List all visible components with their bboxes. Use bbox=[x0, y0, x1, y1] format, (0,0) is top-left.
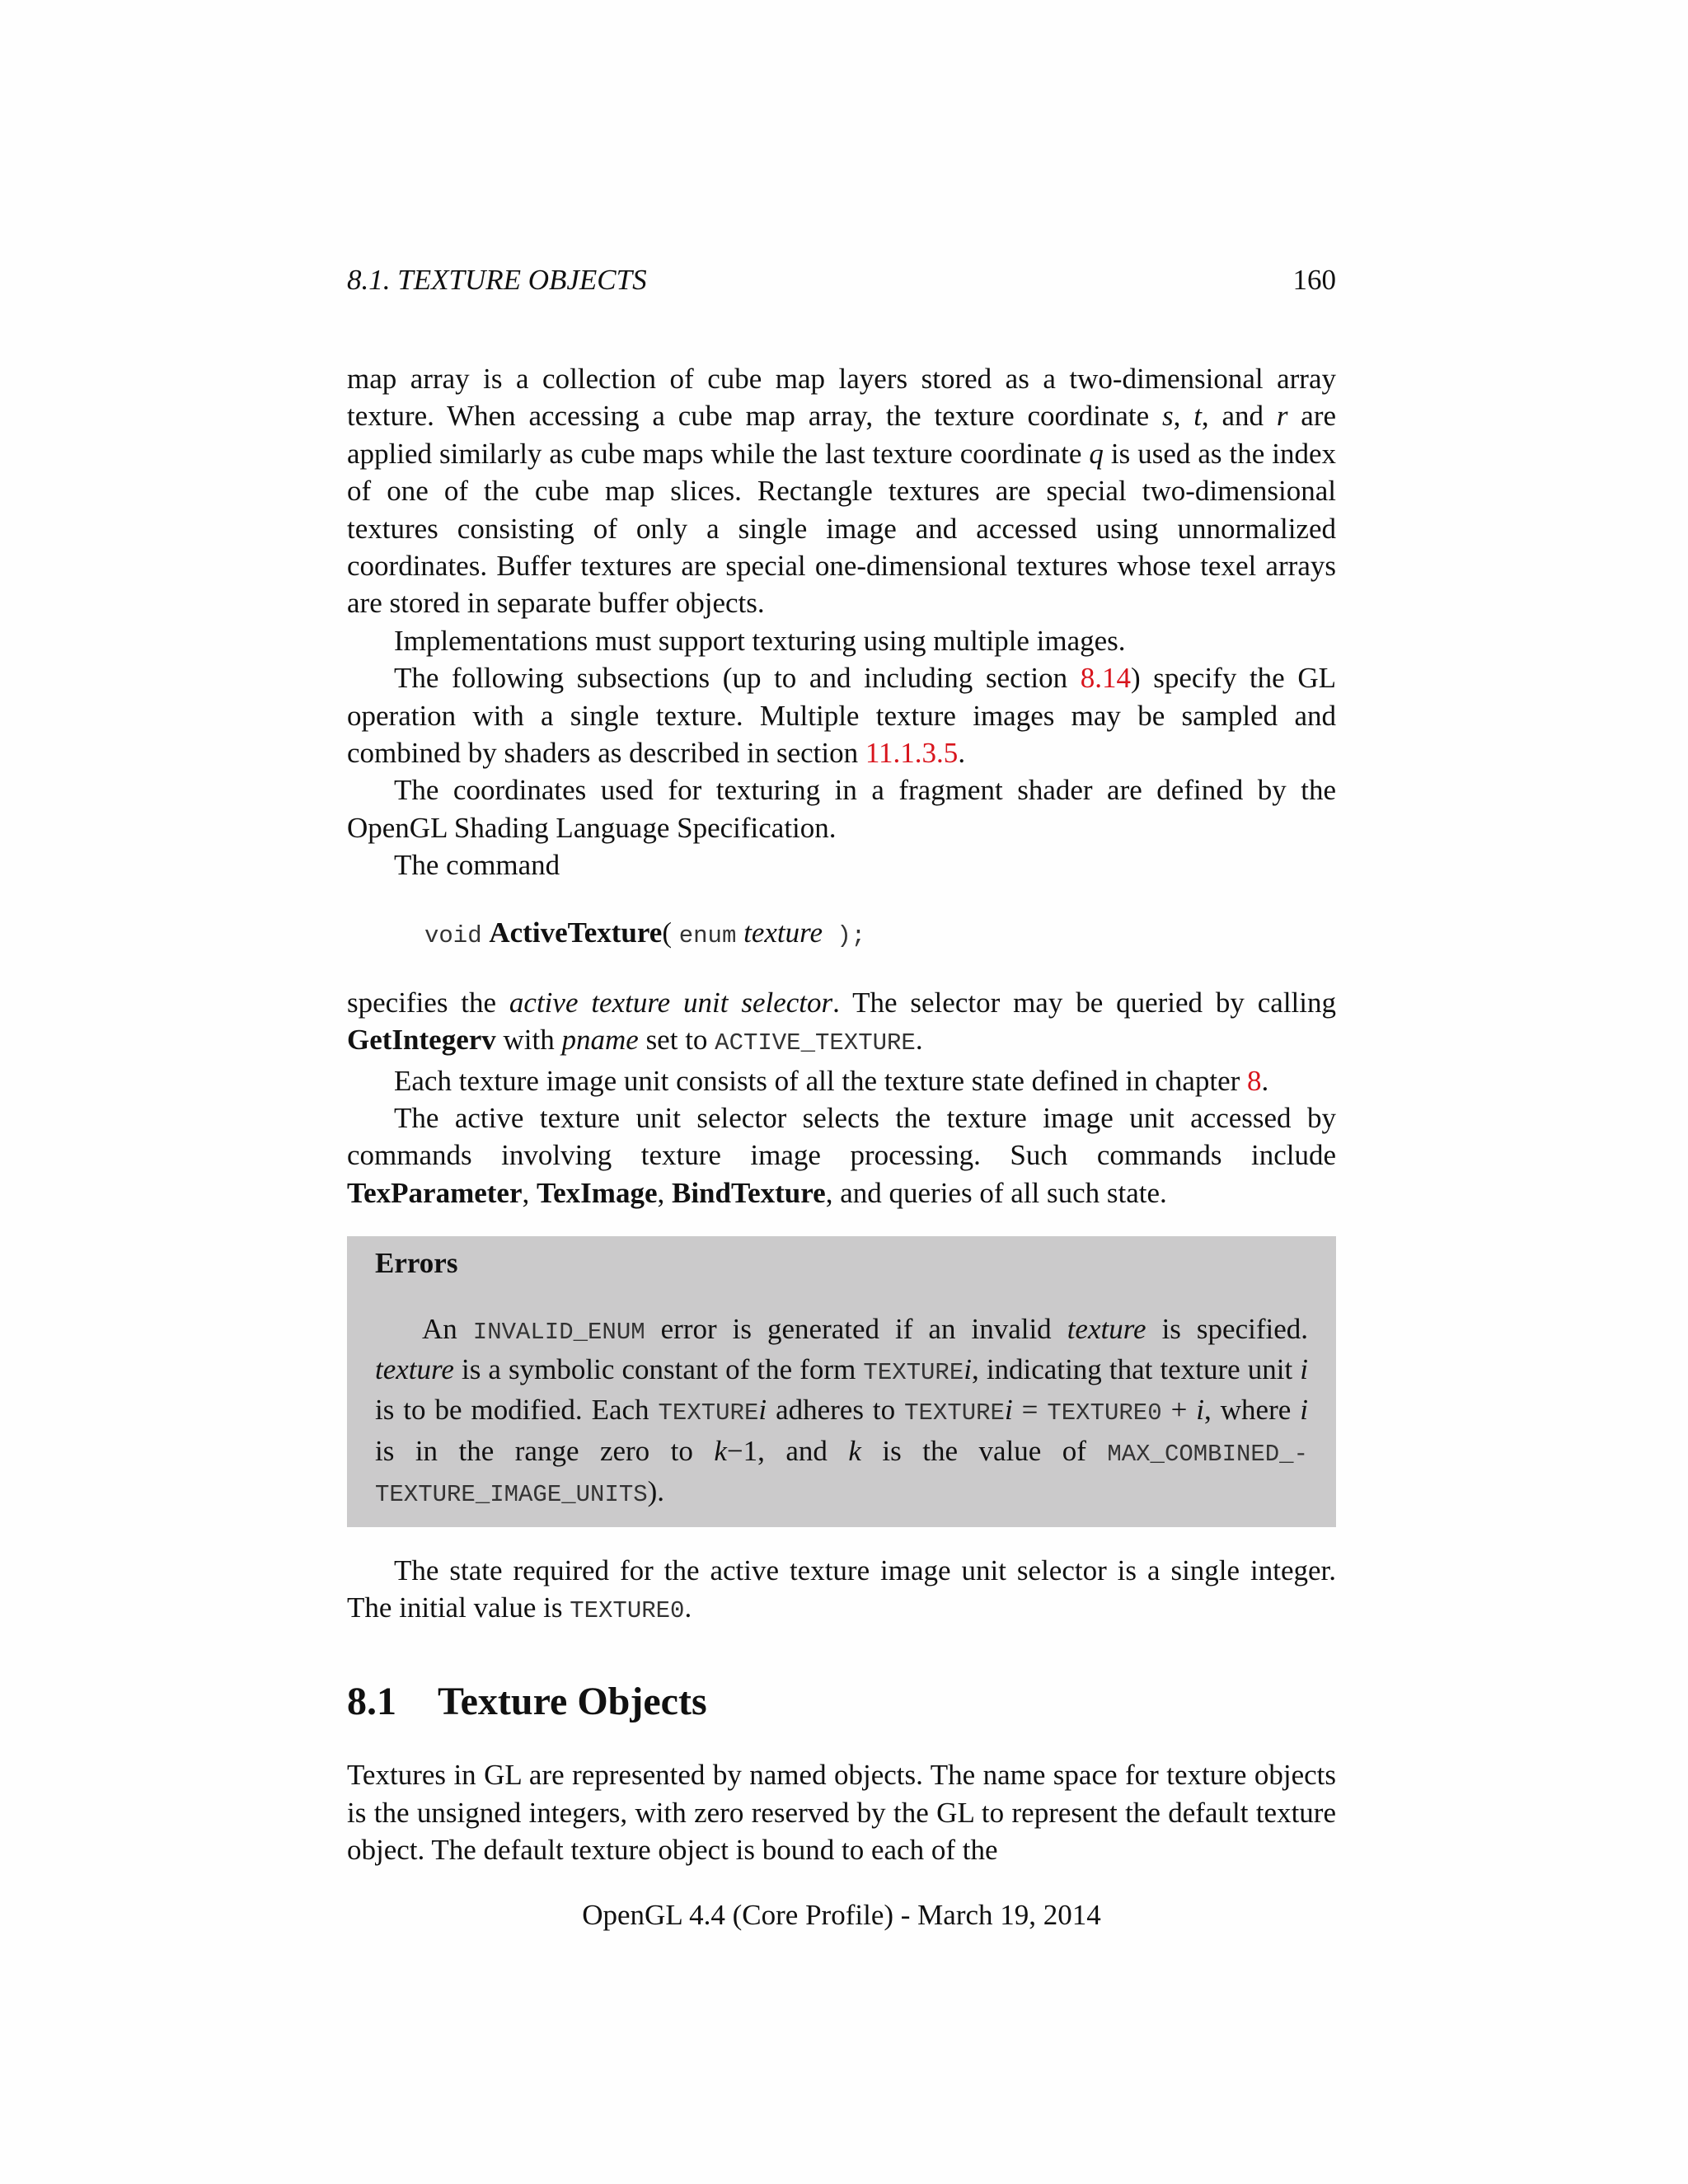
constant: TEXTURE bbox=[658, 1399, 759, 1427]
function-prototype bbox=[424, 914, 1336, 954]
command-name: TexParameter bbox=[347, 1176, 523, 1209]
term: active texture unit selector bbox=[509, 986, 833, 1019]
math-i: i bbox=[758, 1394, 767, 1427]
math-i: i bbox=[1196, 1394, 1205, 1427]
constant: TEXTURE0 bbox=[570, 1596, 685, 1624]
text: , bbox=[657, 1176, 672, 1209]
paragraph bbox=[347, 1552, 1336, 1630]
text: , and queries of all such state. bbox=[825, 1176, 1167, 1209]
constant: TEXTURE0 bbox=[1047, 1399, 1162, 1427]
errors-title: Errors bbox=[375, 1247, 458, 1280]
param-name: pname bbox=[561, 1024, 639, 1057]
section-title: Texture Objects bbox=[438, 1680, 707, 1724]
text: ) specify the GL operation with a single texture. Multiple texture images may be sampled and combined by shaders as described in section bbox=[347, 662, 1337, 770]
param-name: texture bbox=[743, 916, 823, 949]
text: specifies the bbox=[347, 986, 509, 1019]
paragraph bbox=[347, 984, 1336, 1062]
math-r: r bbox=[1276, 400, 1288, 433]
math-i: i bbox=[964, 1352, 972, 1385]
text: Each texture image unit consists of all the texture state defined in chapter bbox=[394, 1064, 1248, 1097]
text: The active texture unit selector selects the texture image unit accessed by commands involving texture image processing. Such commands include bbox=[347, 1101, 1336, 1172]
param-type: enum bbox=[678, 921, 737, 949]
math-k: k bbox=[848, 1434, 861, 1467]
text: is a symbolic constant of the form bbox=[453, 1352, 864, 1385]
command-name: GetIntegerv bbox=[347, 1024, 496, 1057]
param-name: texture bbox=[375, 1352, 454, 1385]
text: . bbox=[915, 1024, 923, 1057]
paragraph bbox=[347, 659, 1336, 771]
math-i: i bbox=[1300, 1394, 1308, 1427]
text: . bbox=[1261, 1064, 1269, 1097]
text: + bbox=[1161, 1394, 1197, 1427]
errors-box bbox=[347, 1236, 1336, 1526]
constant: TEXTURE bbox=[904, 1399, 1005, 1427]
constant: MAX_COMBINED_-TEXTURE_IMAGE_UNITS bbox=[375, 1440, 1308, 1509]
text: , bbox=[1173, 400, 1194, 433]
paragraph: The coordinates used for texturing in a fragment shader are defined by the OpenGL Shading Language Specification. bbox=[347, 774, 1336, 844]
math-i: i bbox=[1300, 1352, 1309, 1385]
text: adheres to bbox=[767, 1394, 905, 1427]
command-name: TexImage bbox=[537, 1176, 658, 1209]
text: is in the range zero to bbox=[375, 1434, 715, 1467]
text: ( bbox=[662, 916, 679, 949]
text: , and bbox=[1201, 400, 1277, 433]
text: are applied similarly as cube maps while the last texture coordinate bbox=[347, 400, 1337, 470]
text: , where bbox=[1204, 1394, 1301, 1427]
text: = bbox=[1012, 1394, 1048, 1427]
running-header-section: 8.1. TEXTURE OBJECTS bbox=[347, 264, 647, 296]
paragraph: The command bbox=[394, 849, 560, 882]
math-s: s bbox=[1161, 400, 1174, 433]
math-k: k bbox=[714, 1434, 727, 1467]
page-footer: OpenGL 4.4 (Core Profile) - March 19, 2014 bbox=[582, 1899, 1101, 1931]
text: error is generated if an invalid bbox=[645, 1312, 1067, 1345]
page-number: 160 bbox=[1292, 264, 1336, 296]
math-t: t bbox=[1193, 400, 1202, 433]
text: is the value of bbox=[860, 1434, 1108, 1467]
body-text bbox=[347, 360, 1336, 1869]
section-number: 8.1 bbox=[347, 1680, 396, 1724]
text: ). bbox=[647, 1475, 665, 1508]
paragraph: Implementations must support texturing using multiple images. bbox=[394, 624, 1126, 657]
text: is used as the index of one of the cube map slices. Rectangle textures are special two-dimensional textures consisting of only a single image and accessed using unnormalized coordinates. Buffer textures are special one-dimensional textures whose texel arrays are stored in separate buffer objects. bbox=[347, 437, 1336, 620]
paragraph bbox=[347, 360, 1336, 622]
paragraph bbox=[347, 1062, 1336, 1099]
math-i: i bbox=[1004, 1394, 1013, 1427]
paragraph bbox=[347, 1099, 1336, 1212]
section-link[interactable]: 8.14 bbox=[1080, 662, 1131, 695]
math-q: q bbox=[1089, 437, 1104, 470]
text: ); bbox=[822, 921, 866, 949]
return-type: void bbox=[424, 921, 482, 949]
text: set to bbox=[638, 1024, 715, 1057]
command-name: BindTexture bbox=[671, 1176, 826, 1209]
function-name: ActiveTexture bbox=[489, 916, 663, 949]
text: −1, and bbox=[726, 1434, 849, 1467]
text: is specified. bbox=[1146, 1312, 1309, 1345]
text: . bbox=[958, 737, 966, 770]
constant: TEXTURE bbox=[863, 1358, 964, 1386]
section-link[interactable]: 11.1.3.5 bbox=[865, 737, 959, 770]
text: The state required for the active texture image unit selector is a single integer. The initial value is bbox=[347, 1554, 1336, 1624]
text: The following subsections (up to and including section bbox=[394, 662, 1081, 695]
text: , bbox=[522, 1176, 537, 1209]
text: with bbox=[495, 1024, 562, 1057]
section-heading bbox=[347, 1677, 1336, 1727]
text: An bbox=[422, 1312, 473, 1345]
chapter-link[interactable]: 8 bbox=[1247, 1064, 1262, 1097]
param-name: texture bbox=[1067, 1312, 1146, 1345]
paragraph: Textures in GL are represented by named objects. The name space for texture objects is the unsigned integers, with zero reserved by the GL to represent the default texture object. The default texture object is bound to each of the bbox=[347, 1759, 1336, 1867]
text: , indicating that texture unit bbox=[971, 1352, 1301, 1385]
constant: ACTIVE_TEXTURE bbox=[715, 1029, 916, 1057]
errors-text bbox=[375, 1310, 1308, 1514]
text: . The selector may be queried by calling bbox=[832, 986, 1336, 1019]
text: . bbox=[684, 1591, 692, 1624]
constant: INVALID_ENUM bbox=[472, 1318, 645, 1346]
text: is to be modified. Each bbox=[375, 1394, 659, 1427]
text: map array is a collection of cube map layers stored as a two-dimensional array texture. When accessing a cube map array, the texture coordinate bbox=[347, 363, 1336, 433]
